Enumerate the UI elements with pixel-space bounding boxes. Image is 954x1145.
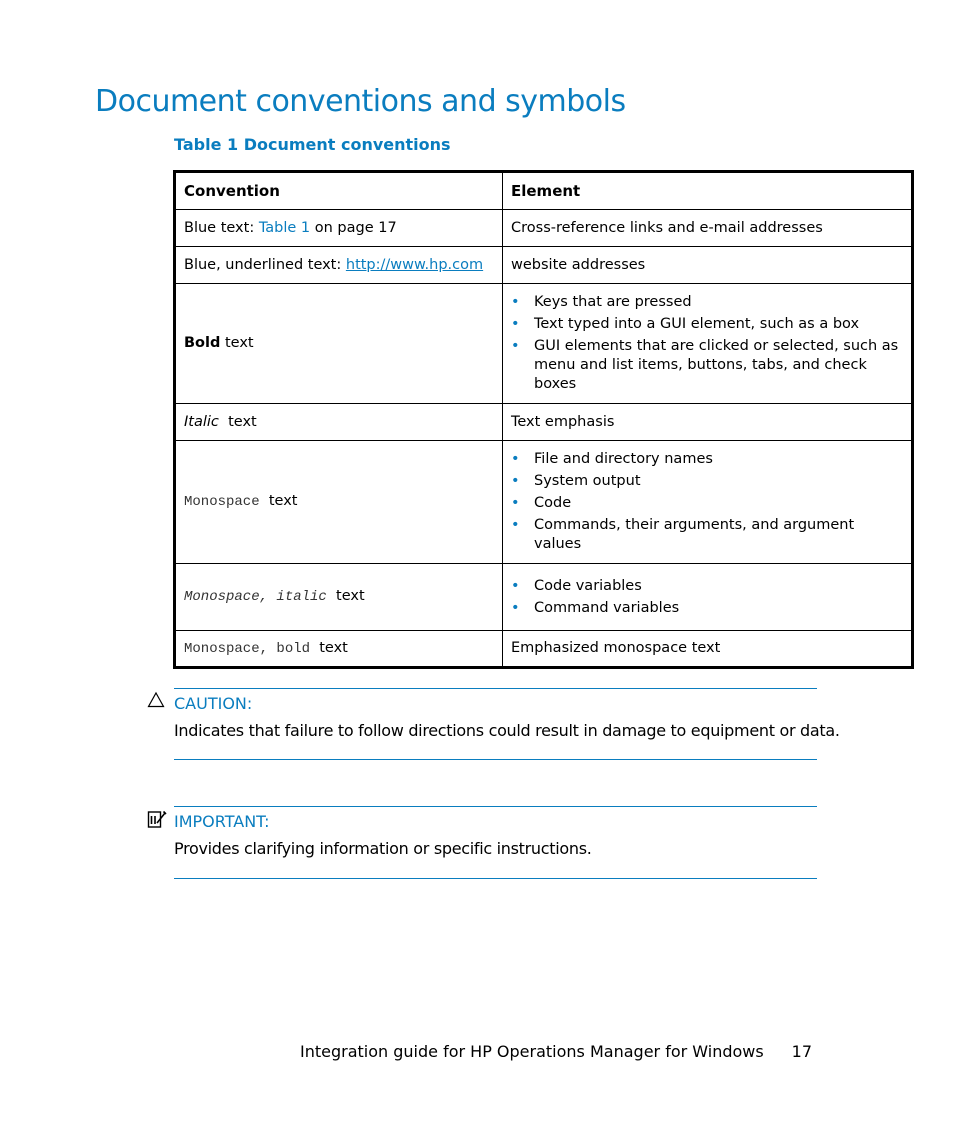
bullet-icon: •: [511, 599, 520, 616]
convention-suffix: text: [220, 335, 254, 351]
column-header-convention: Convention: [175, 172, 503, 210]
convention-cell: [175, 284, 503, 404]
table-row: [175, 441, 913, 564]
bullet-icon: •: [511, 316, 520, 332]
page-title: Document conventions and symbols: [95, 84, 626, 119]
bullet-list: [511, 450, 903, 554]
bullet-item: • Command variables: [511, 599, 680, 616]
important-note: [174, 806, 817, 879]
convention-cell: [175, 564, 503, 631]
monospace-italic-sample: Monospace, italic: [184, 589, 327, 605]
table-row: [175, 210, 913, 247]
convention-suffix: text: [336, 588, 365, 604]
bullet-icon: •: [511, 473, 520, 489]
element-cell: Cross-reference links and e-mail addresses: [503, 210, 913, 247]
bullet-item: • File and directory names: [511, 451, 713, 467]
element-cell: [503, 564, 913, 631]
convention-suffix: text: [268, 493, 298, 509]
convention-suffix: text: [319, 639, 348, 656]
convention-cell: [175, 404, 503, 441]
convention-prefix: Blue, underlined text:: [184, 256, 346, 273]
important-clipboard-icon: [147, 809, 167, 833]
column-header-element: Element: [503, 172, 913, 210]
important-label: IMPORTANT:: [174, 812, 270, 831]
bullet-icon: •: [511, 451, 520, 467]
convention-cell: [175, 247, 503, 284]
convention-cell: [175, 441, 503, 564]
bullet-item: • GUI elements that are clicked or selected, such as menu and list items, buttons, tabs, and check boxes: [511, 338, 899, 392]
important-text: Provides clarifying information or specific instructions.: [174, 839, 592, 858]
bullet-list: [511, 577, 903, 618]
italic-sample: Italic: [184, 413, 219, 430]
cross-reference-link[interactable]: Table 1: [258, 219, 311, 236]
table-row: [175, 284, 913, 404]
website-link[interactable]: http://www.hp.com: [345, 256, 484, 273]
element-cell: website addresses: [503, 247, 913, 284]
footer-title: Integration guide for HP Operations Manager for Windows: [300, 1042, 764, 1061]
bullet-item: • System output: [511, 473, 641, 489]
element-cell: [503, 284, 913, 404]
monospace-sample: Monospace: [184, 494, 260, 510]
element-cell: Text emphasis: [503, 404, 913, 441]
table-caption: Table 1 Document conventions: [174, 135, 451, 154]
monospace-bold-sample: Monospace, bold: [184, 640, 311, 657]
page-footer: [300, 1042, 812, 1061]
convention-prefix: Blue text:: [184, 219, 259, 236]
caution-triangle-icon: [147, 691, 165, 713]
caution-label: CAUTION:: [174, 694, 253, 713]
table-row: [175, 564, 913, 631]
table-header-row: [175, 172, 913, 210]
bullet-icon: •: [511, 495, 520, 511]
table-row: [175, 631, 913, 668]
bullet-item: • Text typed into a GUI element, such as a box: [511, 316, 860, 332]
convention-suffix: on page 17: [310, 219, 397, 236]
bullet-item: • Code variables: [511, 577, 642, 594]
caution-note: [174, 688, 840, 760]
bullet-list: [511, 293, 903, 394]
conventions-table: [173, 170, 914, 669]
bullet-item: • Code: [511, 495, 572, 511]
bullet-item: • Commands, their arguments, and argument values: [511, 517, 855, 552]
convention-suffix: text: [228, 413, 257, 430]
element-cell: Emphasized monospace text: [503, 631, 913, 668]
bullet-icon: •: [511, 294, 520, 310]
convention-cell: [175, 210, 503, 247]
bold-sample: Bold: [184, 335, 221, 351]
element-cell: [503, 441, 913, 564]
bullet-icon: •: [511, 577, 520, 594]
bullet-icon: •: [511, 517, 520, 533]
table-row: [175, 247, 913, 284]
page-number: 17: [791, 1042, 812, 1061]
bullet-item: • Keys that are pressed: [511, 294, 692, 310]
table-row: [175, 404, 913, 441]
caution-text: Indicates that failure to follow directions could result in damage to equipment or data.: [174, 721, 840, 740]
bullet-icon: •: [511, 338, 520, 354]
convention-cell: [175, 631, 503, 668]
